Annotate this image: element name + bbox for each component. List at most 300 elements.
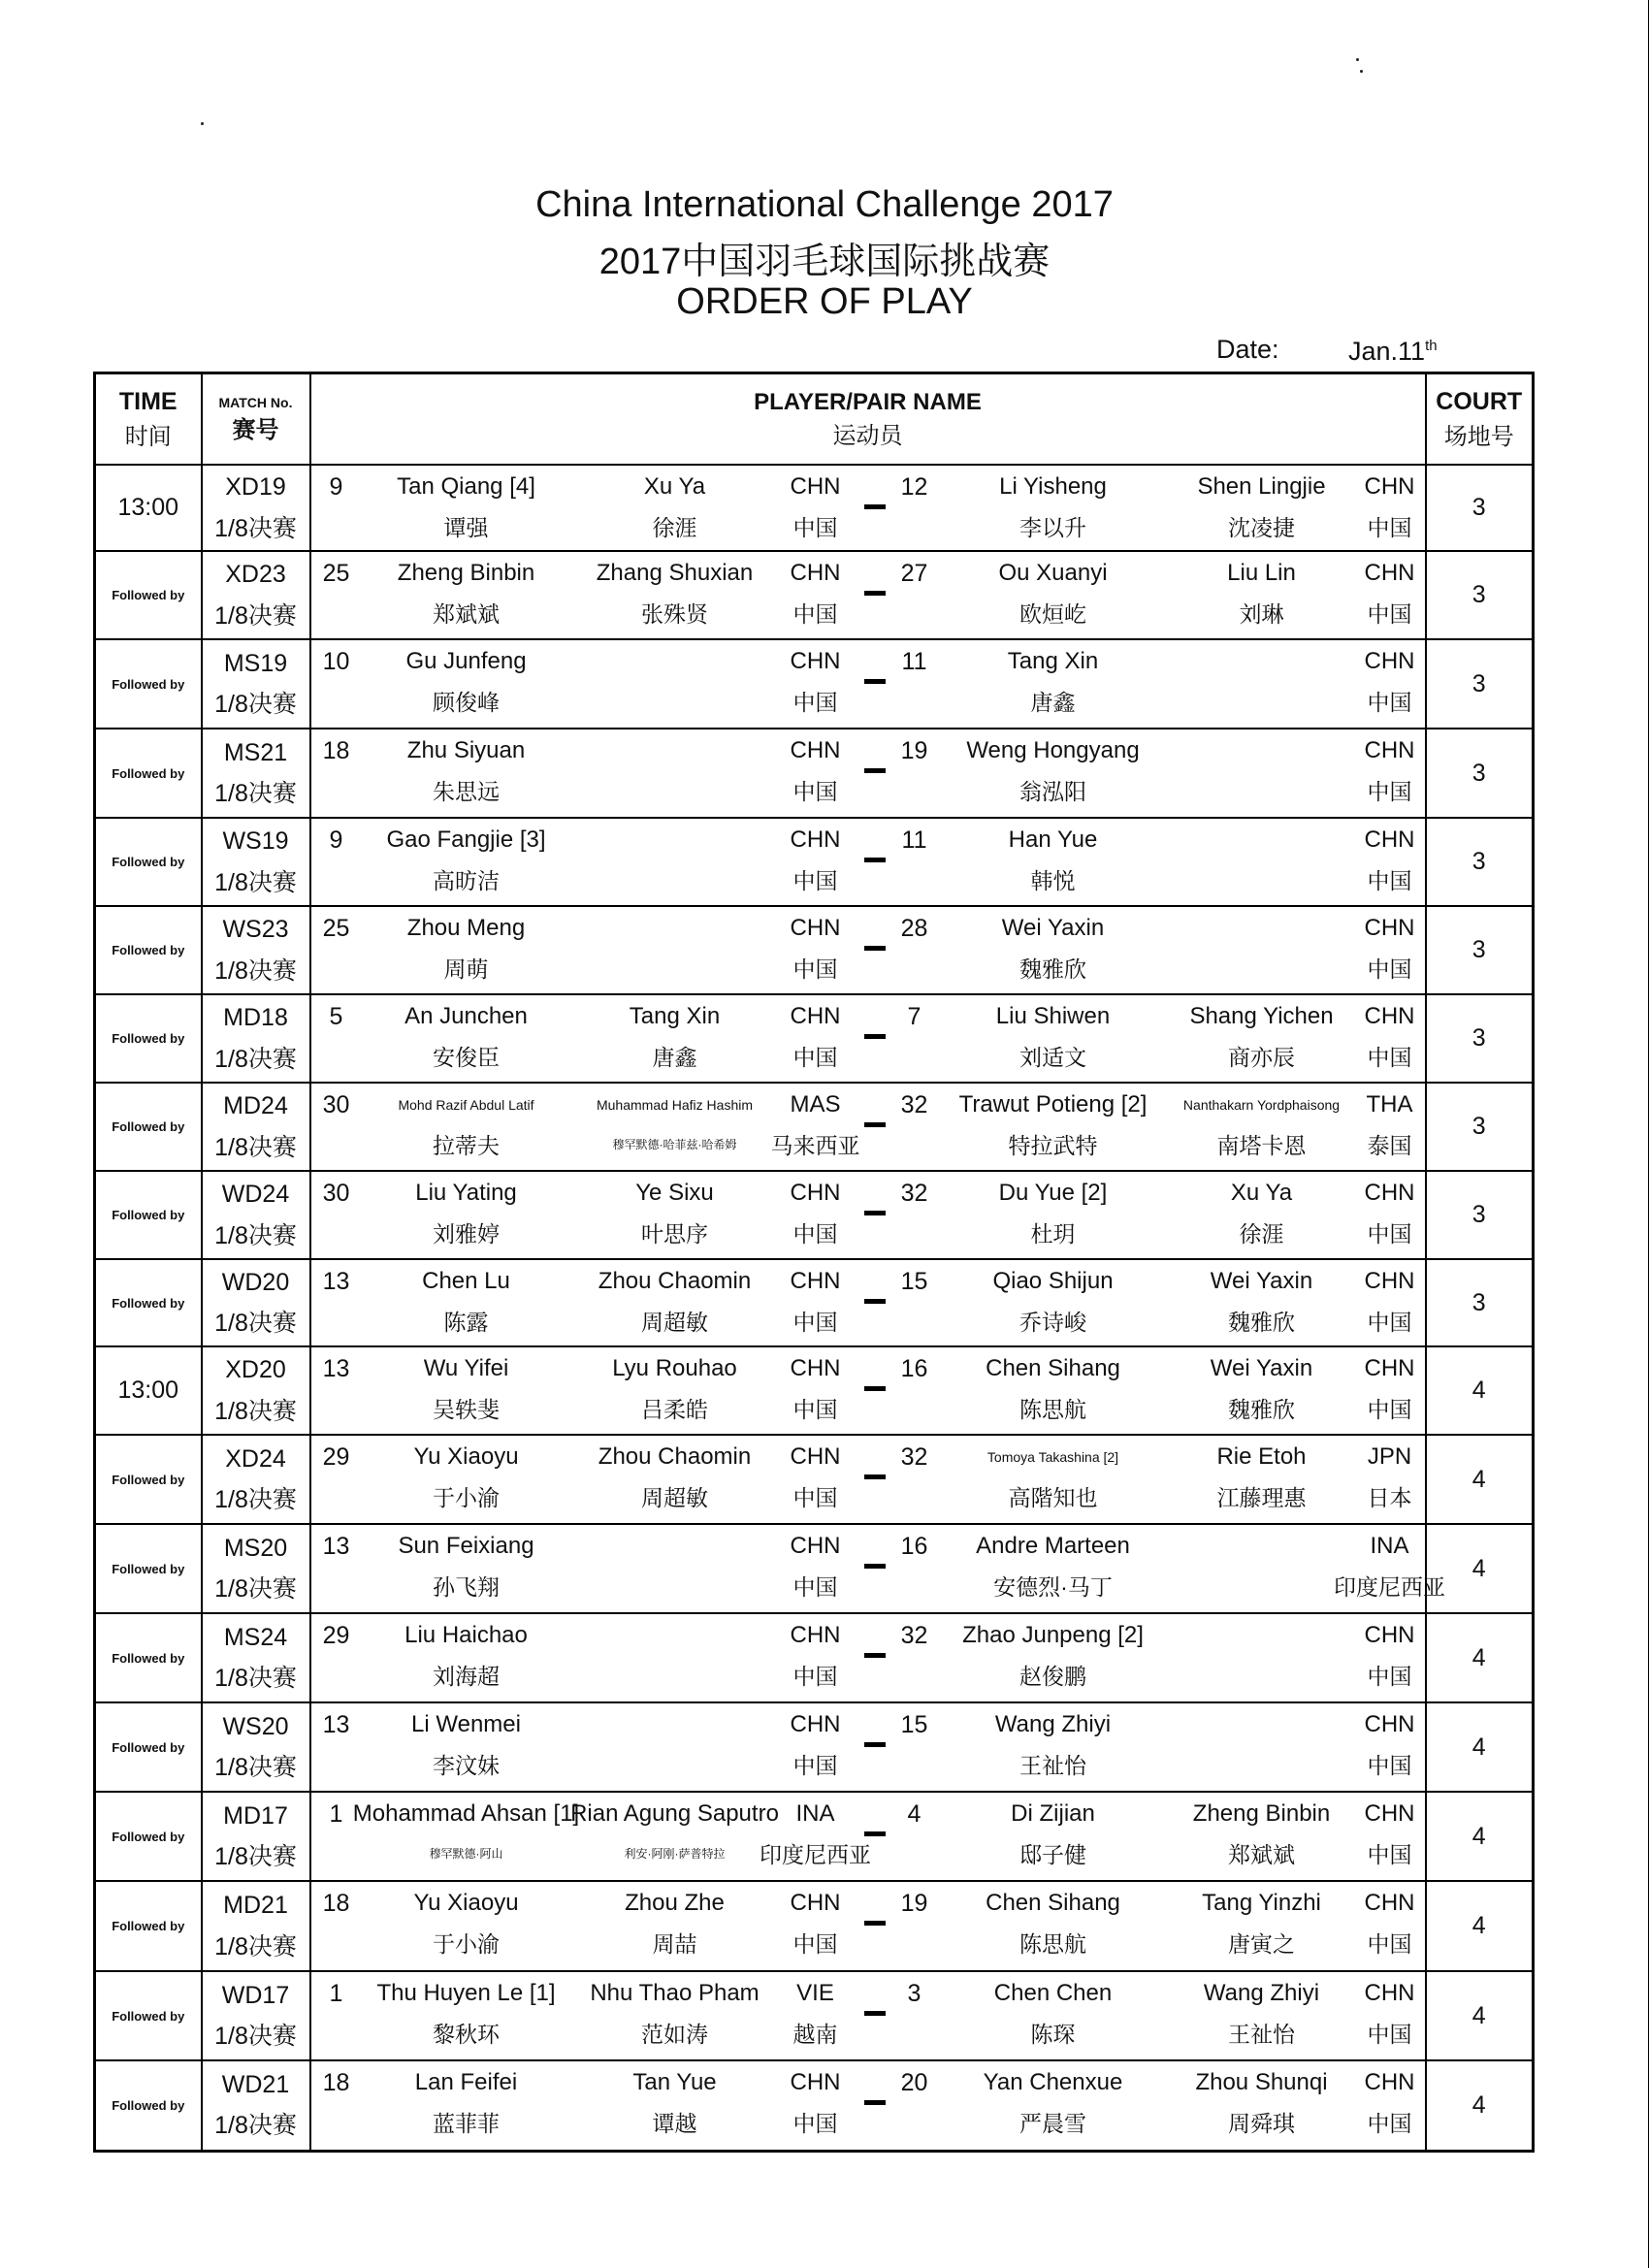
player-name-chinese: 于小渝 bbox=[433, 1485, 500, 1510]
seed-number: 18 bbox=[322, 2069, 350, 2096]
header-time: TIME 时间 bbox=[95, 373, 202, 466]
table-row bbox=[95, 639, 1534, 729]
time-cell: Followed by bbox=[95, 551, 202, 639]
table-row bbox=[95, 1083, 1534, 1171]
seed-number: 18 bbox=[322, 737, 350, 764]
match-cell bbox=[202, 465, 310, 551]
seed-number: 19 bbox=[900, 1890, 928, 1917]
country-name-chinese: 中国 bbox=[1367, 2022, 1412, 2047]
time-cell: Followed by bbox=[95, 1702, 202, 1792]
player-name-chinese: 黎秋环 bbox=[433, 2022, 500, 2047]
player-name-chinese: 郑斌斌 bbox=[1228, 1842, 1295, 1867]
seed-number: 18 bbox=[322, 1890, 350, 1917]
match-round: 1/8决赛 bbox=[214, 1221, 297, 1249]
players-cell bbox=[310, 2060, 1426, 2151]
player-name: Han Yue bbox=[1008, 826, 1098, 853]
player-name-chinese: 周萌 bbox=[443, 956, 489, 982]
time-cell: 13:00 bbox=[95, 465, 202, 551]
match-number: XD19 bbox=[225, 473, 286, 501]
court-cell: 4 bbox=[1426, 1613, 1534, 1702]
seed-number: 15 bbox=[900, 1268, 928, 1295]
country-code: CHN bbox=[1364, 915, 1415, 941]
country-name-chinese: 中国 bbox=[1367, 1753, 1412, 1778]
country-code: JPN bbox=[1367, 1443, 1412, 1470]
player-name-chinese: 欧烜屹 bbox=[1019, 601, 1086, 627]
seed-number: 12 bbox=[900, 473, 928, 501]
court-cell: 3 bbox=[1426, 994, 1534, 1083]
player-name-chinese: 高階知也 bbox=[1008, 1485, 1098, 1510]
seed-number: 32 bbox=[900, 1443, 928, 1471]
match-cell bbox=[202, 1792, 310, 1881]
country-code: VIE bbox=[796, 1980, 834, 2006]
player-name: Thu Huyen Le [1] bbox=[376, 1980, 556, 2006]
seed-number: 27 bbox=[900, 560, 928, 587]
players-cell bbox=[310, 1171, 1426, 1259]
player-name: Zheng Binbin bbox=[1192, 1800, 1331, 1827]
country-name-chinese: 越南 bbox=[792, 2022, 838, 2047]
player-name-chinese: 江藤理惠 bbox=[1216, 1485, 1307, 1510]
match-round: 1/8决赛 bbox=[214, 1665, 297, 1692]
country-code: CHN bbox=[790, 1443, 841, 1470]
country-name-chinese: 中国 bbox=[792, 1485, 838, 1510]
player-name-chinese: 穆罕默德·哈菲兹·哈希姆 bbox=[612, 1138, 737, 1151]
table-row bbox=[95, 551, 1534, 639]
country-code: CHN bbox=[790, 1003, 841, 1029]
players-cell bbox=[310, 1346, 1426, 1435]
player-name: Zhou Chaomin bbox=[598, 1268, 752, 1294]
player-name-chinese: 杜玥 bbox=[1030, 1221, 1076, 1247]
seed-number: 13 bbox=[322, 1268, 350, 1295]
player-name-chinese: 沈凌捷 bbox=[1228, 515, 1295, 540]
match-round: 1/8决赛 bbox=[214, 956, 297, 985]
match-number: WD21 bbox=[221, 2070, 290, 2098]
player-name: Yu Xiaoyu bbox=[413, 1443, 519, 1470]
country-code: CHN bbox=[790, 1533, 841, 1559]
player-name-chinese: 邸子健 bbox=[1019, 1842, 1086, 1867]
court-cell: 4 bbox=[1426, 1881, 1534, 1971]
match-number: WD20 bbox=[221, 1268, 290, 1296]
match-number: XD20 bbox=[225, 1356, 286, 1383]
players-cell bbox=[310, 1881, 1426, 1971]
player-name-chinese: 穆罕默德·阿山 bbox=[429, 1847, 503, 1861]
player-name-chinese: 谭强 bbox=[443, 515, 489, 540]
match-cell bbox=[202, 1259, 310, 1346]
country-name-chinese: 中国 bbox=[792, 1931, 838, 1957]
player-name: Li Wenmei bbox=[411, 1711, 521, 1737]
match-cell bbox=[202, 1435, 310, 1524]
country-name-chinese: 中国 bbox=[792, 515, 838, 540]
player-name-chinese: 魏雅欣 bbox=[1228, 1310, 1295, 1335]
player-name-chinese: 魏雅欣 bbox=[1019, 956, 1086, 982]
versus-dash bbox=[864, 1474, 886, 1479]
time-cell: Followed by bbox=[95, 639, 202, 729]
player-name-chinese: 刘适文 bbox=[1019, 1045, 1086, 1070]
time-cell: 13:00 bbox=[95, 1346, 202, 1435]
table-row bbox=[95, 1524, 1534, 1613]
match-round: 1/8决赛 bbox=[214, 1397, 297, 1425]
country-code: CHN bbox=[1364, 648, 1415, 674]
country-name-chinese: 中国 bbox=[1367, 601, 1412, 627]
table-row bbox=[95, 1881, 1534, 1971]
country-name-chinese: 中国 bbox=[792, 690, 838, 715]
player-name: Weng Hongyang bbox=[966, 737, 1140, 763]
player-name-chinese: 特拉武特 bbox=[1008, 1133, 1098, 1158]
player-name-chinese: 范如涛 bbox=[641, 2022, 708, 2047]
versus-dash bbox=[864, 2011, 886, 2016]
country-name-chinese: 中国 bbox=[1367, 1664, 1412, 1689]
country-code: CHN bbox=[790, 1268, 841, 1294]
court-cell: 3 bbox=[1426, 1171, 1534, 1259]
player-name-chinese: 安德烈·马丁 bbox=[993, 1574, 1113, 1600]
player-name-chinese: 陈琛 bbox=[1030, 2022, 1076, 2047]
player-name-chinese: 陈思航 bbox=[1019, 1397, 1086, 1422]
player-name-chinese: 刘琳 bbox=[1239, 601, 1284, 627]
player-name: Tang Xin bbox=[1007, 648, 1099, 674]
match-number: WS23 bbox=[222, 916, 289, 943]
court-cell: 3 bbox=[1426, 729, 1534, 818]
seed-number: 20 bbox=[900, 2069, 928, 2096]
player-name-chinese: 李以升 bbox=[1019, 515, 1086, 540]
country-name-chinese: 中国 bbox=[792, 2111, 838, 2136]
table-row bbox=[95, 1792, 1534, 1881]
player-name-chinese: 蓝菲菲 bbox=[433, 2111, 500, 2136]
court-cell: 4 bbox=[1426, 1702, 1534, 1792]
date-label: Date: bbox=[1216, 335, 1279, 364]
match-number: WD17 bbox=[221, 1981, 290, 2009]
country-name-chinese: 印度尼西亚 bbox=[760, 1842, 871, 1867]
player-name: Chen Sihang bbox=[986, 1355, 1120, 1381]
match-number: XD23 bbox=[225, 561, 286, 588]
player-name-chinese: 安俊臣 bbox=[433, 1045, 500, 1070]
player-name-chinese: 利安·阿刚·萨普特拉 bbox=[624, 1847, 726, 1861]
versus-dash bbox=[864, 591, 886, 596]
seed-number: 32 bbox=[900, 1091, 928, 1118]
country-name-chinese: 泰国 bbox=[1367, 1133, 1412, 1158]
player-name: Zhou Zhe bbox=[625, 1890, 725, 1916]
country-code: CHN bbox=[1364, 1268, 1415, 1294]
country-name-chinese: 中国 bbox=[792, 956, 838, 982]
players-cell bbox=[310, 906, 1426, 994]
country-code: CHN bbox=[790, 915, 841, 941]
header-court: COURT 场地号 bbox=[1426, 373, 1534, 466]
player-name: Chen Sihang bbox=[986, 1890, 1120, 1916]
time-cell: Followed by bbox=[95, 1524, 202, 1613]
table-row bbox=[95, 1702, 1534, 1792]
table-row bbox=[95, 906, 1534, 994]
player-name: Zhou Meng bbox=[406, 915, 526, 941]
match-cell bbox=[202, 994, 310, 1083]
table-row bbox=[95, 994, 1534, 1083]
country-name-chinese: 印度尼西亚 bbox=[1334, 1574, 1445, 1600]
time-cell: Followed by bbox=[95, 994, 202, 1083]
match-cell bbox=[202, 1524, 310, 1613]
player-name: Yan Chenxue bbox=[983, 2069, 1123, 2095]
player-name-chinese: 朱思远 bbox=[433, 779, 500, 804]
match-round: 1/8决赛 bbox=[214, 601, 297, 630]
match-cell bbox=[202, 551, 310, 639]
table-header-row bbox=[95, 373, 1534, 466]
seed-number: 30 bbox=[322, 1180, 350, 1207]
player-name: Tang Xin bbox=[629, 1003, 721, 1029]
versus-dash bbox=[864, 946, 886, 951]
seed-number: 15 bbox=[900, 1711, 928, 1738]
player-name: Sun Feixiang bbox=[398, 1533, 534, 1559]
player-name-chinese: 顾俊峰 bbox=[433, 690, 500, 715]
versus-dash bbox=[864, 858, 886, 862]
player-name: Yu Xiaoyu bbox=[413, 1890, 519, 1916]
country-code: CHN bbox=[1364, 1800, 1415, 1827]
player-name: Tang Yinzhi bbox=[1202, 1890, 1321, 1916]
versus-dash bbox=[864, 504, 886, 509]
players-cell bbox=[310, 1792, 1426, 1881]
court-cell: 3 bbox=[1426, 818, 1534, 906]
player-name: Ye Sixu bbox=[635, 1180, 714, 1206]
country-name-chinese: 中国 bbox=[1367, 515, 1412, 540]
match-round: 1/8决赛 bbox=[214, 2112, 297, 2140]
player-name: Gu Junfeng bbox=[405, 648, 527, 674]
country-name-chinese: 中国 bbox=[792, 1310, 838, 1335]
player-name-chinese: 周喆 bbox=[652, 1931, 697, 1957]
country-code: CHN bbox=[790, 737, 841, 763]
match-number: MS20 bbox=[223, 1534, 288, 1562]
player-name: Liu Yating bbox=[415, 1180, 517, 1206]
match-number: WD24 bbox=[221, 1181, 290, 1208]
date-value: Jan.11th bbox=[1348, 337, 1438, 366]
country-name-chinese: 中国 bbox=[792, 601, 838, 627]
country-name-chinese: 中国 bbox=[1367, 1221, 1412, 1247]
scan-speck bbox=[201, 122, 204, 125]
player-name: Du Yue [2] bbox=[998, 1180, 1108, 1206]
country-name-chinese: 中国 bbox=[792, 1221, 838, 1247]
player-name-chinese: 南塔卡恩 bbox=[1216, 1133, 1307, 1158]
match-number: MD18 bbox=[223, 1004, 288, 1031]
country-code: CHN bbox=[790, 1890, 841, 1916]
country-code: THA bbox=[1366, 1091, 1413, 1118]
player-name-chinese: 唐鑫 bbox=[1030, 690, 1076, 715]
match-number: MS19 bbox=[223, 649, 288, 677]
player-name: Zhao Junpeng [2] bbox=[962, 1622, 1144, 1648]
country-name-chinese: 中国 bbox=[1367, 1310, 1412, 1335]
player-name: Wang Zhiyi bbox=[994, 1711, 1112, 1737]
player-name-chinese: 徐涯 bbox=[1239, 1221, 1284, 1247]
player-name: Tan Qiang [4] bbox=[397, 473, 535, 500]
match-round: 1/8决赛 bbox=[214, 1133, 297, 1161]
country-code: CHN bbox=[790, 826, 841, 853]
header-match: MATCH No. 赛号 bbox=[202, 373, 310, 466]
header-player: PLAYER/PAIR NAME 运动员 bbox=[310, 373, 1426, 466]
seed-number: 9 bbox=[329, 473, 343, 501]
country-code: INA bbox=[795, 1800, 835, 1827]
country-name-chinese: 中国 bbox=[792, 1397, 838, 1422]
seed-number: 28 bbox=[900, 915, 928, 942]
player-name: Rie Etoh bbox=[1216, 1443, 1307, 1470]
player-name: Liu Shiwen bbox=[995, 1003, 1111, 1029]
country-code: INA bbox=[1370, 1533, 1409, 1559]
time-cell: Followed by bbox=[95, 2060, 202, 2151]
time-cell: Followed by bbox=[95, 818, 202, 906]
table-row bbox=[95, 2060, 1534, 2151]
player-name-chinese: 周舜琪 bbox=[1228, 2111, 1295, 2136]
court-cell: 4 bbox=[1426, 1792, 1534, 1881]
table-row bbox=[95, 818, 1534, 906]
seed-number: 9 bbox=[329, 826, 343, 854]
versus-dash bbox=[864, 1742, 886, 1747]
player-name-chinese: 陈思航 bbox=[1019, 1931, 1086, 1957]
player-name-chinese: 叶思序 bbox=[641, 1221, 708, 1247]
player-name-chinese: 刘海超 bbox=[433, 1664, 500, 1689]
players-cell bbox=[310, 639, 1426, 729]
country-code: CHN bbox=[790, 648, 841, 674]
player-name-chinese: 徐涯 bbox=[652, 515, 697, 540]
seed-number: 3 bbox=[907, 1980, 922, 2007]
match-cell bbox=[202, 818, 310, 906]
country-name-chinese: 中国 bbox=[792, 1664, 838, 1689]
player-name-chinese: 陈露 bbox=[443, 1310, 489, 1335]
country-code: MAS bbox=[790, 1091, 841, 1118]
match-cell bbox=[202, 1613, 310, 1702]
country-name-chinese: 中国 bbox=[792, 779, 838, 804]
player-name: Trawut Potieng [2] bbox=[958, 1091, 1148, 1118]
match-round: 1/8决赛 bbox=[214, 1932, 297, 1960]
country-name-chinese: 中国 bbox=[1367, 779, 1412, 804]
player-name-chinese: 于小渝 bbox=[433, 1931, 500, 1957]
country-code: CHN bbox=[790, 1711, 841, 1737]
player-name-chinese: 商亦辰 bbox=[1228, 1045, 1295, 1070]
match-number: XD24 bbox=[225, 1444, 286, 1473]
player-name: Zhu Siyuan bbox=[406, 737, 526, 763]
player-name: Liu Haichao bbox=[404, 1622, 528, 1648]
player-name: Gao Fangjie [3] bbox=[386, 826, 546, 853]
court-cell: 3 bbox=[1426, 1259, 1534, 1346]
table-row bbox=[95, 1259, 1534, 1346]
seed-number: 11 bbox=[901, 648, 927, 675]
player-name-chinese: 李汶妹 bbox=[433, 1753, 500, 1778]
country-name-chinese: 中国 bbox=[1367, 868, 1412, 893]
table-row bbox=[95, 1171, 1534, 1259]
match-number: WS20 bbox=[222, 1712, 289, 1740]
player-name-chinese: 翁泓阳 bbox=[1019, 779, 1086, 804]
court-cell: 4 bbox=[1426, 1346, 1534, 1435]
court-cell: 4 bbox=[1426, 1435, 1534, 1524]
seed-number: 13 bbox=[322, 1533, 350, 1560]
player-name: Shang Yichen bbox=[1189, 1003, 1334, 1029]
country-code: CHN bbox=[790, 1355, 841, 1381]
seed-number: 16 bbox=[900, 1533, 928, 1560]
player-name: Li Yisheng bbox=[999, 473, 1107, 500]
player-name-chinese: 周超敏 bbox=[641, 1485, 708, 1510]
player-name-chinese: 拉蒂夫 bbox=[433, 1133, 500, 1158]
country-name-chinese: 中国 bbox=[1367, 1842, 1412, 1867]
country-code: CHN bbox=[790, 1622, 841, 1648]
country-name-chinese: 中国 bbox=[792, 1574, 838, 1600]
match-cell bbox=[202, 1083, 310, 1171]
table-row bbox=[95, 465, 1534, 551]
player-name: Xu Ya bbox=[1230, 1180, 1293, 1206]
table-row bbox=[95, 1613, 1534, 1702]
player-name-chinese: 乔诗峻 bbox=[1019, 1310, 1086, 1335]
versus-dash bbox=[864, 2100, 886, 2105]
match-round: 1/8决赛 bbox=[214, 2023, 297, 2050]
player-name: Nhu Thao Pham bbox=[590, 1980, 760, 2006]
player-name-chinese: 严晨雪 bbox=[1019, 2111, 1086, 2136]
seed-number: 7 bbox=[907, 1003, 922, 1030]
country-name-chinese: 中国 bbox=[1367, 1397, 1412, 1422]
country-name-chinese: 中国 bbox=[1367, 956, 1412, 982]
match-round: 1/8决赛 bbox=[214, 514, 297, 542]
match-cell bbox=[202, 2060, 310, 2151]
player-name: Rian Agung Saputro bbox=[570, 1800, 779, 1827]
player-name-chinese: 魏雅欣 bbox=[1228, 1397, 1295, 1422]
time-cell: Followed by bbox=[95, 1259, 202, 1346]
seed-number: 32 bbox=[900, 1180, 928, 1207]
match-round: 1/8决赛 bbox=[214, 1045, 297, 1073]
players-cell bbox=[310, 729, 1426, 818]
court-cell: 4 bbox=[1426, 1971, 1534, 2060]
country-code: CHN bbox=[790, 1180, 841, 1206]
time-cell: Followed by bbox=[95, 1881, 202, 1971]
court-cell: 3 bbox=[1426, 1083, 1534, 1171]
country-code: CHN bbox=[1364, 473, 1415, 500]
player-name: Wang Zhiyi bbox=[1203, 1980, 1320, 2006]
player-name: Andre Marteen bbox=[976, 1533, 1130, 1559]
court-cell: 4 bbox=[1426, 1524, 1534, 1613]
player-name-chinese: 唐鑫 bbox=[652, 1045, 697, 1070]
player-name-chinese: 郑斌斌 bbox=[433, 601, 500, 627]
player-name: Mohd Razif Abdul Latif bbox=[398, 1097, 534, 1113]
seed-number: 16 bbox=[900, 1355, 928, 1382]
court-cell: 3 bbox=[1426, 906, 1534, 994]
player-name-chinese: 周超敏 bbox=[641, 1310, 708, 1335]
player-name: Tomoya Takashina [2] bbox=[986, 1449, 1119, 1465]
country-name-chinese: 中国 bbox=[792, 868, 838, 893]
match-round: 1/8决赛 bbox=[214, 1754, 297, 1781]
versus-dash bbox=[864, 1299, 886, 1304]
player-name-chinese: 王祉怡 bbox=[1228, 2022, 1295, 2047]
player-name: Wei Yaxin bbox=[1210, 1268, 1313, 1294]
player-name: Ou Xuanyi bbox=[998, 560, 1108, 586]
match-number: MS24 bbox=[223, 1623, 288, 1651]
player-name-chinese: 韩悦 bbox=[1030, 868, 1076, 893]
player-name: Di Zijian bbox=[1011, 1800, 1095, 1827]
player-name: Lyu Rouhao bbox=[612, 1355, 737, 1381]
page-title-chinese: 2017中国羽毛球国际挑战赛 bbox=[598, 242, 1051, 282]
country-code: CHN bbox=[1364, 826, 1415, 853]
player-name-chinese: 高昉洁 bbox=[433, 868, 500, 893]
player-name: Nanthakarn Yordphaisong bbox=[1182, 1097, 1341, 1113]
player-name-chinese: 孙飞翔 bbox=[433, 1574, 500, 1600]
player-name: Shen Lingjie bbox=[1197, 473, 1326, 500]
player-name: Zheng Binbin bbox=[397, 560, 535, 586]
country-code: CHN bbox=[1364, 1003, 1415, 1029]
versus-dash bbox=[864, 1122, 886, 1127]
player-name-chinese: 王祉怡 bbox=[1019, 1753, 1086, 1778]
time-cell: Followed by bbox=[95, 906, 202, 994]
match-round: 1/8决赛 bbox=[214, 780, 297, 807]
seed-number: 29 bbox=[322, 1443, 350, 1471]
players-cell bbox=[310, 1259, 1426, 1346]
match-cell bbox=[202, 1346, 310, 1435]
player-name: Muhammad Hafiz Hashim bbox=[596, 1097, 754, 1113]
table-row bbox=[95, 729, 1534, 818]
table-row bbox=[95, 1346, 1534, 1435]
player-name: Tan Yue bbox=[632, 2069, 717, 2095]
seed-number: 10 bbox=[322, 648, 350, 675]
seed-number: 11 bbox=[901, 826, 927, 854]
match-number: MD21 bbox=[223, 1892, 288, 1919]
player-name: Mohammad Ahsan [1] bbox=[352, 1800, 580, 1827]
seed-number: 25 bbox=[322, 560, 350, 587]
seed-number: 1 bbox=[329, 1800, 343, 1828]
